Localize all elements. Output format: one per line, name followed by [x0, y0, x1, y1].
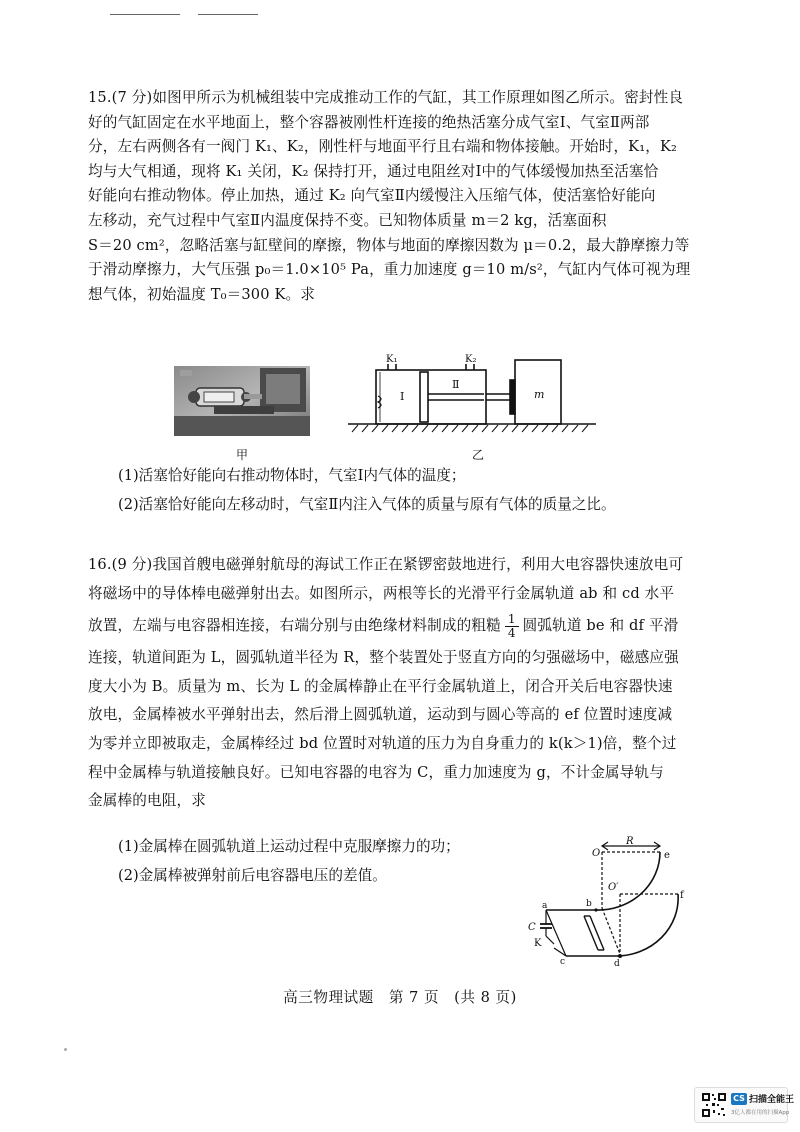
scan-speck [64, 1048, 67, 1051]
question-15-text: 15.(7 分)如图甲所示为机械组装中完成推动工作的气缸，其工作原理如图乙所示。密封性良 好的气缸固定在水平地面上，整个容器被刚性杆连接的绝热活塞分成气室Ⅰ、气室Ⅱ两部 分，左右两侧各有一阀门 K₁、K₂，刚性杆与地面平行且右端和物体接触。开始时，K₁，K₂ 均与大气相通，现将 K₁ 关闭，K₂ 保持打开，通过电阻丝对Ⅰ中的气体缓慢加热至活塞恰 好能向右推动物体。停止加热，通过 K₂ 向气室Ⅱ内缓慢注入压缩气体，使活塞恰好能向 左移动，充气过程中气室Ⅱ内温度保持不变。已知物体质量 m＝2 kg，活塞面积 S＝20 cm²，忽略活塞与缸壁间的摩擦，物体与地面的摩擦因数为 μ＝0.2，最大静摩擦力等 于滑动摩擦力，大气压强 p₀＝1.0×10⁵ Pa，重力加速度 g＝10 m/s²，气缸内气体可视为理 想气体，初始温度 T₀＝300 K。求 [88, 89, 691, 303]
q15-subquestion-1: (1)活塞恰好能向右推动物体时，气室Ⅰ内气体的温度； [118, 467, 466, 484]
label-room-2: Ⅱ [452, 378, 460, 391]
label-O-prime: O′ [608, 882, 619, 893]
figure-jia-label: 甲 [236, 448, 249, 462]
label-K: K [534, 938, 542, 949]
label-R: R [626, 836, 634, 847]
q15-score: (7 分) [111, 89, 153, 106]
label-k2: K₂ [465, 354, 477, 365]
q16-score: (9 分) [111, 556, 153, 573]
label-C: C [528, 922, 536, 933]
q16-number: 16. [88, 556, 112, 573]
label-d: d [614, 959, 620, 966]
camscanner-logo: CS [731, 1093, 747, 1105]
label-O: O [592, 848, 601, 859]
figure-yi-label: 乙 [472, 448, 485, 462]
header-rule-right [198, 14, 258, 15]
scanner-watermark-badge [694, 1087, 795, 1123]
label-c: c [560, 957, 566, 966]
figure-q16-rails [524, 836, 704, 966]
label-e: e [664, 850, 670, 861]
figure-yi-diagram [348, 350, 598, 440]
label-mass: m [534, 388, 545, 401]
q16-subquestion-1: (1)金属棒在圆弧轨道上运动过程中克服摩擦力的功； [118, 838, 460, 855]
q15-number: 15. [88, 89, 112, 106]
label-room-1: Ⅰ [400, 390, 405, 403]
label-b: b [586, 899, 592, 909]
header-rule-left [110, 14, 180, 15]
badge-title: 扫描全能王 [749, 1095, 795, 1105]
label-a: a [542, 901, 548, 911]
q16-subquestion-2: (2)金属棒被弹射前后电容器电压的差值。 [118, 867, 387, 884]
page-footer: 高三物理试题 第 7 页 (共 8 页) [283, 989, 517, 1006]
qr-code-icon [701, 1092, 727, 1118]
badge-subtitle: 3亿人都在用的扫描App [731, 1110, 790, 1116]
label-k1: K₁ [386, 354, 398, 365]
question-16-text: 16.(9 分)我国首艘电磁弹射航母的海试工作正在紧锣密鼓地进行，利用大电容器快速放电可 将磁场中的导体棒电磁弹射出去。如图所示，两根等长的光滑平行金属轨道 ab 和 cd 水平 放置，左端与电容器相连接，右端分别与由绝缘材料制成的粗糙 $\frac{1}{4}$ 圆弧轨道 be 和 df 平滑 连接，轨道间距为 L，圆弧轨道半径为 R，整个装置处于竖直方向的匀强磁场中，磁感应强 度大小为 B。质量为 m、长为 L 的金属棒静止在平行金属轨道上，闭合开关后电容器快速 放电，金属棒被水平弹射出去，然后滑上圆弧轨道，运动到与圆心等高的 ef 位置时速度减 为零并立即被取走，金属棒经过 bd 位置时对轨道的压力为自身重力的 k(k＞1)倍，整个过 程中金属棒与轨道接触良好。已知电容器的电容为 C，重力加速度为 g，不计金属导轨与 金属棒的电阻，求 [88, 556, 684, 810]
figure-jia-photo [174, 366, 310, 436]
label-f: f [680, 890, 684, 901]
q15-subquestion-2: (2)活塞恰好能向左移动时，气室Ⅱ内注入气体的质量与原有气体的质量之比。 [118, 496, 616, 513]
fraction-quarter: $\frac{1}{4}$ [505, 613, 519, 640]
